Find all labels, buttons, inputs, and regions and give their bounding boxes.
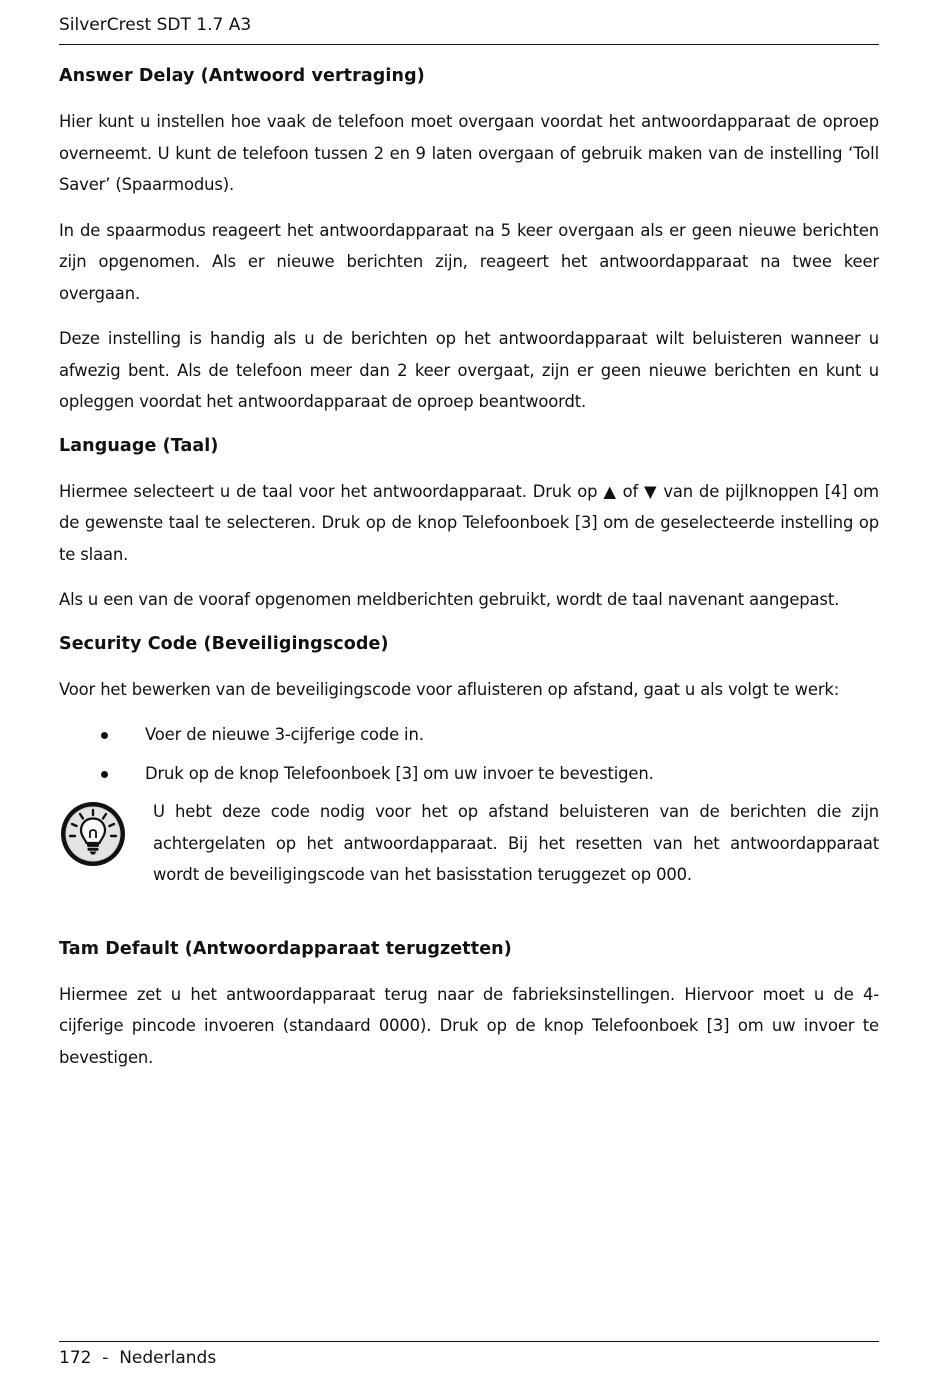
section-heading-tam-default: Tam Default (Antwoordapparaat terugzetten) [59,938,512,959]
list-item [59,719,879,751]
list-item-text: Druk op de knop Telefoonboek [3] om uw invoer te bevestigen. [145,763,654,783]
answer-delay-paragraph-1: Hier kunt u instellen hoe vaak de telefoon moet overgaan voordat het antwoordapparaat de oproep overneemt. U kunt de telefoon tussen 2 en 9 laten overgaan of gebruik maken van de instelling ‘Toll Saver’ (Spaarmodus). [59,112,879,194]
answer-delay-paragraph-2: In de spaarmodus reageert het antwoordapparaat na 5 keer overgaan als er geen nieuwe berichten zijn opgenomen. Als er nieuwe berichten zijn, reageert het antwoordapparaat na twee keer overgaan. [59,220,879,303]
list-item [59,758,879,790]
tam-default-paragraph-1: Hiermee zet u het antwoordapparaat terug naar de fabrieksinstellingen. Hiervoor moet u de 4-cijferige pincode invoeren (standaard 0000). Druk op de knop Telefoonboek [3] om uw invoer te bevestigen. [59,984,879,1067]
footer-divider [59,1341,879,1342]
list-item-text: Voer de nieuwe 3-cijferige code in. [145,725,424,744]
tip-note-text: U hebt deze code nodig voor het op afstand beluisteren van de berichten die zijn achtergelaten op het antwoordapparaat. Bij het resetten van het antwoordapparaat wordt de beveiligingscode van het basisstation teruggezet op 000. [153,802,879,884]
language-paragraph-1: Hiermee selecteert u de taal voor het antwoordapparaat. Druk op ▲ of ▼ van de pijlknoppen [4] om de gewenste taal te selecteren. Druk op de knop Telefoonboek [3] om de geselecteerde instelling op te slaan. [59,481,879,564]
bullet-icon [101,771,108,778]
header-divider [59,44,879,45]
security-code-paragraph-1: Voor het bewerken van de beveiligingscode voor afluisteren op afstand, gaat u als volgt te werk: [59,679,840,699]
manual-page [59,0,879,1374]
section-heading-answer-delay: Answer Delay (Antwoord vertraging) [59,66,425,86]
section-heading-language: Language (Taal) [59,435,219,456]
bullet-icon [101,732,108,739]
lightbulb-icon [59,800,127,868]
section-heading-security-code: Security Code (Beveiligingscode) [59,633,389,654]
answer-delay-paragraph-3: Deze instelling is handig als u de berichten op het antwoordapparaat wilt beluisteren wanneer u afwezig bent. Als de telefoon meer dan 2 keer overgaat, zijn er geen nieuwe berichten en kunt u opleggen voordat het antwoordapparaat de oproep beantwoordt. [59,329,879,411]
page-header: SilverCrest SDT 1.7 A3 [59,15,252,35]
security-code-steps [59,719,879,789]
language-paragraph-2: Als u een van de vooraf opgenomen meldberichten gebruikt, wordt de taal navenant aangepast. [59,590,840,609]
tip-note [59,796,879,891]
page-footer: 172 - Nederlands [59,1348,217,1368]
page-content [59,62,879,1073]
